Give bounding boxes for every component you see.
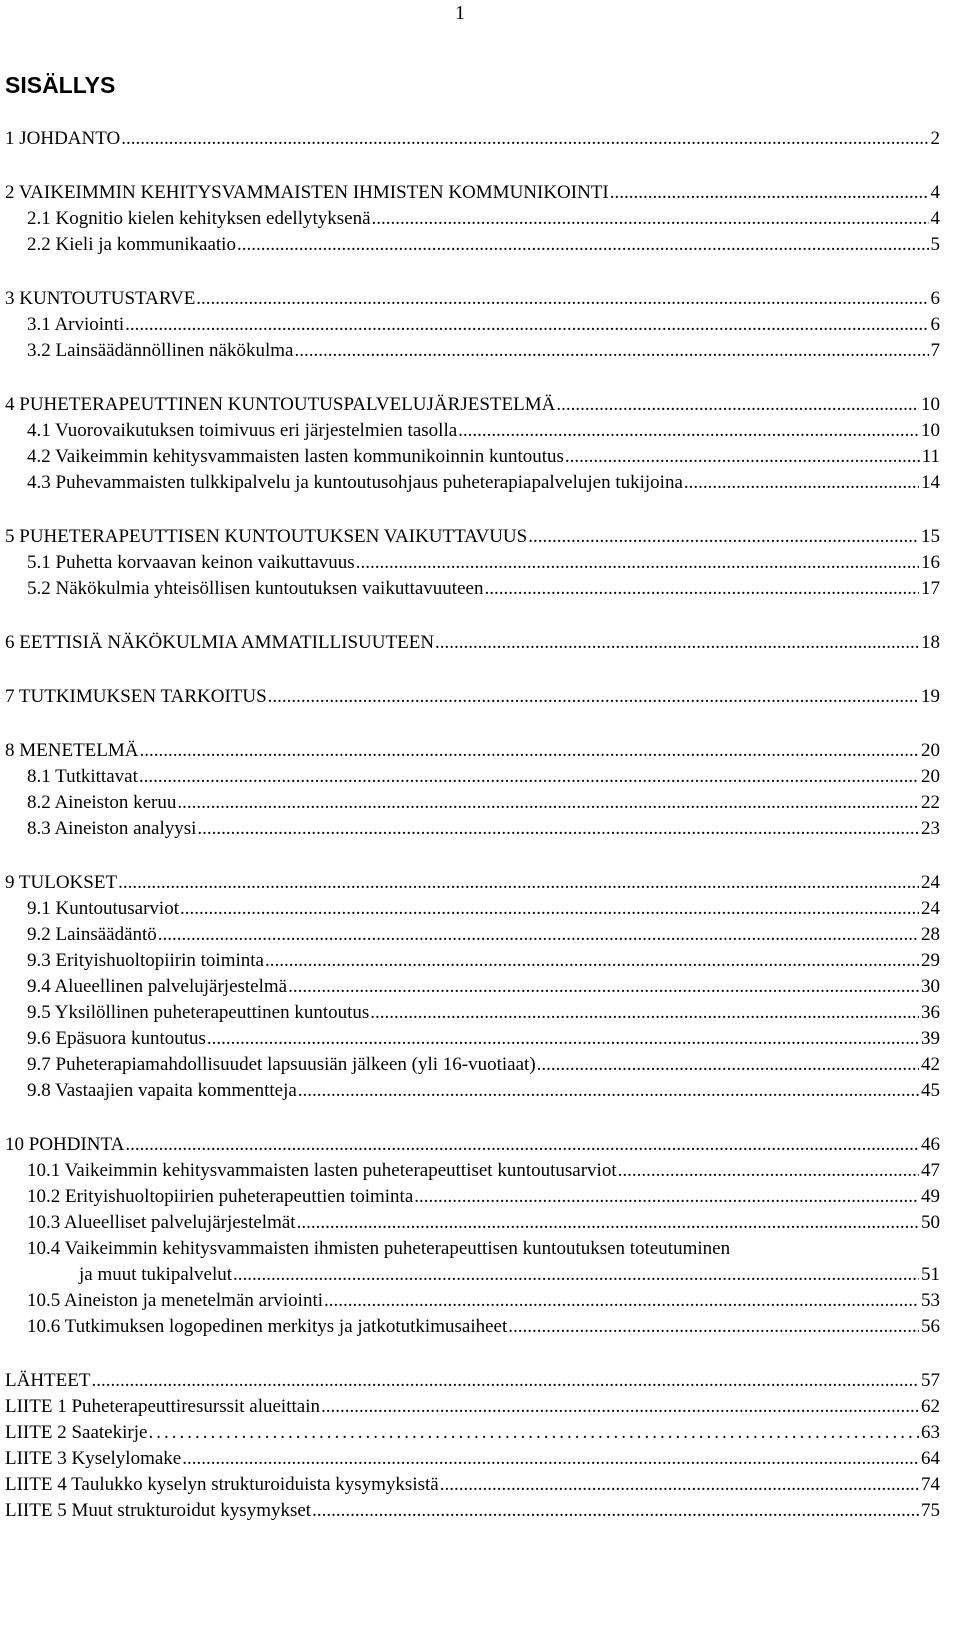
toc-entry[interactable] (5, 1498, 940, 1524)
toc-entry-page: 28 (921, 924, 940, 945)
toc-entry-label: 6 EETTISIÄ NÄKÖKULMIA AMMATILLISUUTEEN (5, 632, 435, 653)
toc-entry-page: 45 (921, 1080, 940, 1101)
toc-entry-label: 3 KUNTOUTUSTARVE (5, 288, 196, 309)
toc-entry-page: 39 (921, 1028, 940, 1049)
toc-entry-page: 7 (930, 340, 940, 361)
toc-entry[interactable] (27, 470, 940, 496)
toc-entry[interactable] (5, 870, 940, 896)
toc-entry-label: LIITE 4 Taulukko kyselyn strukturoiduista kysymyksistä (5, 1474, 439, 1495)
toc-entry-page: 11 (921, 446, 940, 467)
toc-entry-label: 7 TUTKIMUKSEN TARKOITUS (5, 686, 267, 707)
toc-entry-page: 4 (930, 182, 940, 203)
toc-entry-page: 57 (921, 1370, 940, 1391)
toc-entry-label: 10.6 Tutkimuksen logopedinen merkitys ja jatkotutkimusaiheet (27, 1316, 508, 1337)
toc-entry-label: 2.1 Kognitio kielen kehityksen edellytyksenä (27, 208, 371, 229)
toc-entry-page: 36 (921, 1002, 940, 1023)
toc-entry[interactable] (5, 1420, 940, 1446)
toc-entry-page: 10 (921, 420, 940, 441)
toc-entry-label: 10.1 Vaikeimmin kehitysvammaisten lasten puheterapeuttiset kuntoutusarviot (27, 1160, 617, 1181)
toc-entry-page: 46 (921, 1134, 940, 1155)
toc-entry[interactable] (27, 312, 940, 338)
toc-entry[interactable] (27, 206, 940, 232)
toc-entry-page: 56 (921, 1316, 940, 1337)
toc-entry[interactable] (27, 948, 940, 974)
toc-entry-page: 75 (921, 1500, 940, 1521)
toc-entry-page: 19 (921, 686, 940, 707)
toc-entry[interactable] (27, 1184, 940, 1210)
toc-entry[interactable] (27, 550, 940, 576)
toc-entry-page: 74 (921, 1474, 940, 1495)
toc-entry[interactable] (5, 392, 940, 418)
toc-entry-label: 9.5 Yksilöllinen puheterapeuttinen kuntoutus (27, 1002, 370, 1023)
toc-entry-page: 47 (921, 1160, 940, 1181)
toc-entry-label: 4 PUHETERAPEUTTINEN KUNTOUTUSPALVELUJÄRJESTELMÄ (5, 394, 556, 415)
toc-entry-page: 42 (921, 1054, 940, 1075)
toc-title: SISÄLLYS (5, 72, 116, 98)
toc-entry[interactable] (27, 896, 940, 922)
toc-entry[interactable] (5, 126, 940, 152)
toc-entry[interactable] (5, 1472, 940, 1498)
toc-entry[interactable] (27, 1158, 940, 1184)
toc-entry[interactable] (27, 232, 940, 258)
toc-entry-label: 9.8 Vastaajien vapaita kommentteja (27, 1080, 297, 1101)
toc-entry[interactable] (5, 524, 940, 550)
toc-entry-page: 15 (921, 526, 940, 547)
toc-entry[interactable] (27, 444, 940, 470)
toc-entry-page: 29 (921, 950, 940, 971)
toc-entry[interactable] (5, 684, 940, 710)
toc-entry-label: 5.2 Näkökulmia yhteisöllisen kuntoutuksen vaikuttavuuteen (27, 578, 484, 599)
toc-entry-label: 9.3 Erityishuoltopiirin toiminta (27, 950, 264, 971)
toc-entry-label: 9.7 Puheterapiamahdollisuudet lapsuusiän jälkeen (yli 16-vuotiaat) (27, 1054, 536, 1075)
toc-entry-label: 9.6 Epäsuora kuntoutus (27, 1028, 206, 1049)
toc-entry-page: 24 (921, 872, 940, 893)
toc-entry-label: 9.2 Lainsäädäntö (27, 924, 157, 945)
toc-entry[interactable] (27, 1210, 940, 1236)
toc-entry-label: 5 PUHETERAPEUTTISEN KUNTOUTUKSEN VAIKUTTAVUUS (5, 526, 528, 547)
toc-entry-label: 4.2 Vaikeimmin kehitysvammaisten lasten kommunikoinnin kuntoutus (27, 446, 564, 467)
toc-entry-label: 8.3 Aineiston analyysi (27, 818, 197, 839)
toc-entry[interactable] (27, 790, 940, 816)
toc-entry-label: 3.2 Lainsäädännöllinen näkökulma (27, 340, 294, 361)
toc-entry-page: 6 (930, 314, 940, 335)
toc-entry[interactable] (5, 1446, 940, 1472)
toc-entry-label: 10.3 Alueelliset palvelujärjestelmät (27, 1212, 296, 1233)
toc-entry-label: 8.2 Aineiston keruu (27, 792, 177, 813)
toc-entry-label: 3.1 Arviointi (27, 314, 125, 335)
toc-entry[interactable] (27, 1078, 940, 1104)
toc-entry[interactable] (5, 1394, 940, 1420)
toc-entry-page: 10 (921, 394, 940, 415)
toc-entry[interactable] (27, 1000, 940, 1026)
toc-entry-page: 20 (921, 740, 940, 761)
toc-entry[interactable] (5, 286, 940, 312)
toc-entry[interactable] (27, 1288, 940, 1314)
toc-entry-page: 16 (921, 552, 940, 573)
toc-entry[interactable] (27, 922, 940, 948)
toc-entry-page: 49 (921, 1186, 940, 1207)
toc-entry-label: 4.1 Vuorovaikutuksen toimivuus eri järjestelmien tasolla (27, 420, 458, 441)
toc-entry[interactable] (5, 1132, 940, 1158)
toc-entry[interactable] (5, 630, 940, 656)
toc-entry-label: 9.1 Kuntoutusarviot (27, 898, 179, 919)
toc-entry-label: LIITE 2 Saatekirje (5, 1422, 148, 1443)
toc-entry-label: 10.5 Aineiston ja menetelmän arviointi (27, 1290, 324, 1311)
toc-entry-page: 17 (921, 578, 940, 599)
toc-entry-page: 4 (930, 208, 940, 229)
toc-entry[interactable] (5, 180, 940, 206)
toc-entry-label: 10 POHDINTA (5, 1134, 125, 1155)
toc-entry-label: 2 VAIKEIMMIN KEHITYSVAMMAISTEN IHMISTEN KOMMUNIKOINTI (5, 182, 609, 203)
toc-entry-page: 64 (921, 1448, 940, 1469)
toc-entry-page: 62 (921, 1396, 940, 1417)
toc-entry-page: 50 (921, 1212, 940, 1233)
toc-entry-page: 30 (921, 976, 940, 997)
toc-entry-page: 22 (921, 792, 940, 813)
toc-entry-page: 2 (930, 128, 940, 149)
toc-entry-label: 1 JOHDANTO (5, 128, 121, 149)
toc-entry-label: 8 MENETELMÄ (5, 740, 139, 761)
toc-entry-label: LIITE 3 Kyselylomake (5, 1448, 182, 1469)
toc-entry-page: 63 (921, 1422, 940, 1443)
toc-entry-label: 8.1 Tutkittavat (27, 766, 138, 787)
toc-entry-page: 6 (930, 288, 940, 309)
toc-entry-label: 10.2 Erityishuoltopiirien puheterapeuttien toiminta (27, 1186, 414, 1207)
toc-entry[interactable] (27, 764, 940, 790)
toc-entry[interactable] (27, 1026, 940, 1052)
toc-entry-label: 9.4 Alueellinen palvelujärjestelmä (27, 976, 288, 997)
toc-entry[interactable] (27, 816, 940, 842)
toc-entry-label: LIITE 5 Muut strukturoidut kysymykset (5, 1500, 312, 1521)
toc-entry-label: LIITE 1 Puheterapeuttiresurssit alueittain (5, 1396, 320, 1417)
toc-entry[interactable] (27, 1236, 730, 1262)
toc-entry[interactable] (79, 1262, 940, 1288)
toc-entry-label: 5.1 Puhetta korvaavan keinon vaikuttavuus (27, 552, 355, 573)
toc-entry[interactable] (27, 576, 940, 602)
toc-entry-page: 14 (921, 472, 940, 493)
toc-entry-label: 9 TULOKSET (5, 872, 118, 893)
toc-entry-page: 51 (921, 1264, 940, 1285)
toc-entry[interactable] (27, 418, 940, 444)
toc-entry-page: 20 (921, 766, 940, 787)
toc-entry[interactable] (27, 1052, 940, 1078)
toc-entry-page: 23 (921, 818, 940, 839)
toc-entry-label: 4.3 Puhevammaisten tulkkipalvelu ja kuntoutusohjaus puheterapiapalvelujen tukijoina (27, 472, 683, 493)
page-number: 1 (455, 2, 465, 24)
toc-entry-label: LÄHTEET (5, 1370, 91, 1391)
toc-entry-label: ja muut tukipalvelut (79, 1264, 233, 1285)
toc-entry[interactable] (27, 974, 940, 1000)
toc-entry-page: 18 (921, 632, 940, 653)
toc-entry-label: 10.4 Vaikeimmin kehitysvammaisten ihmisten puheterapeuttisen kuntoutuksen toteutuminen (27, 1238, 731, 1259)
toc-entry-page: 24 (921, 898, 940, 919)
toc-entry[interactable] (5, 1368, 940, 1394)
toc-entry[interactable] (27, 338, 940, 364)
toc-entry-label: 2.2 Kieli ja kommunikaatio (27, 234, 236, 255)
toc-entry[interactable] (5, 738, 940, 764)
toc-entry-page: 5 (930, 234, 940, 255)
toc-entry-page: 53 (921, 1290, 940, 1311)
toc-entry[interactable] (27, 1314, 940, 1340)
